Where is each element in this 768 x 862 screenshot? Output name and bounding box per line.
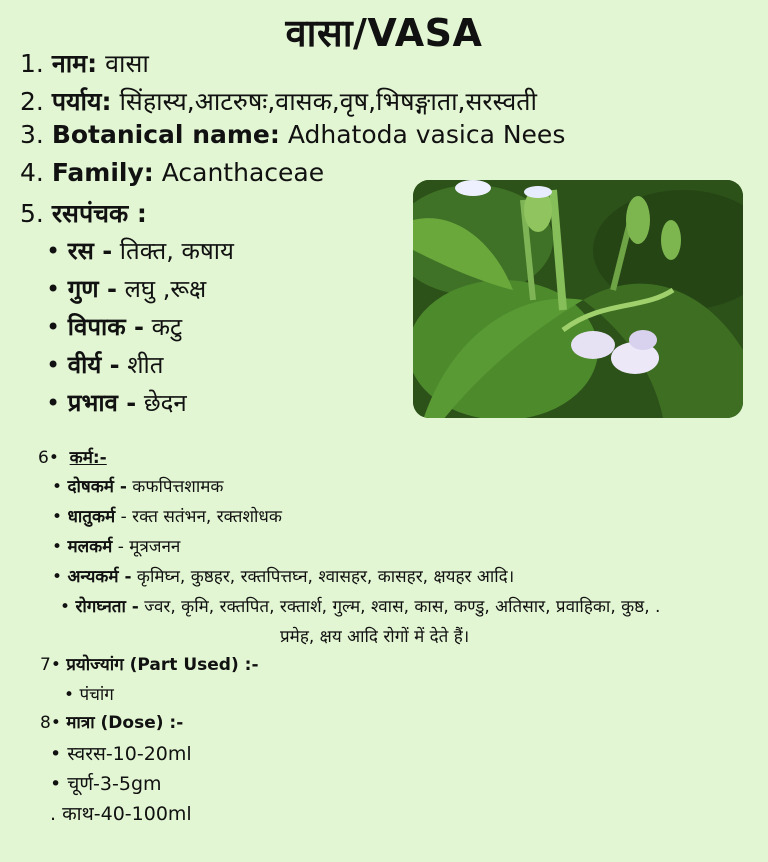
dose-item: • स्वरस-10-20ml bbox=[50, 743, 192, 765]
dose-item: • चूर्ण-3-5gm bbox=[50, 773, 162, 795]
section-dose-heading: 8• मात्रा (Dose) :- bbox=[40, 713, 184, 733]
page-title: वासा/VASA bbox=[285, 11, 483, 55]
part-used-value: • पंचांग bbox=[64, 685, 114, 705]
panchaka-item: • विपाक - कटु bbox=[46, 313, 183, 341]
item-rasapanchaka: 5. रसपंचक : bbox=[20, 199, 147, 228]
item-family: 4. Family: Acanthaceae bbox=[20, 158, 325, 187]
karma-row-continuation: प्रमेह, क्षय आदि रोगों में देते हैं। bbox=[280, 627, 470, 647]
item-botanical-name: 3. Botanical name: Adhatoda vasica Nees bbox=[20, 120, 566, 149]
karma-row: • धातुकर्म - रक्त सतंभन, रक्तशोधक bbox=[52, 507, 282, 527]
panchaka-item: • रस - तिक्त, कषाय bbox=[46, 237, 234, 265]
panchaka-item: • वीर्य - शीत bbox=[46, 351, 164, 379]
karma-row: • मलकर्म - मूत्रजनन bbox=[52, 537, 181, 557]
karma-row: • दोषकर्म - कफपित्तशामक bbox=[52, 477, 224, 497]
panchaka-item: • प्रभाव - छेदन bbox=[46, 389, 187, 417]
item-name: 1. नाम: वासा bbox=[20, 49, 149, 78]
dose-item: . काथ-40-100ml bbox=[50, 803, 192, 825]
vasa-plant-image bbox=[413, 180, 743, 418]
section-part-used-heading: 7• प्रयोज्यांग (Part Used) :- bbox=[40, 655, 259, 675]
karma-row: • अन्यकर्म - कृमिघ्न, कुष्ठहर, रक्तपित्तघ्न, श्वासहर, कासहर, क्षयहर आदि। bbox=[52, 567, 515, 587]
section-karma-heading: 6• कर्म:- bbox=[38, 448, 107, 468]
karma-row: • रोगघ्नता - ज्वर, कृमि, रक्तपित, रक्तार्श, गुल्म, श्वास, कास, कण्डु, अतिसार, प्रवाहिका, कुष्ठ, . bbox=[60, 597, 661, 617]
panchaka-item: • गुण - लघु ,रूक्ष bbox=[46, 275, 207, 303]
item-synonyms: 2. पर्याय: सिंहास्य,आटरुषः,वासक,वृष,भिषङ्गाता,सरस्वती bbox=[20, 87, 537, 116]
